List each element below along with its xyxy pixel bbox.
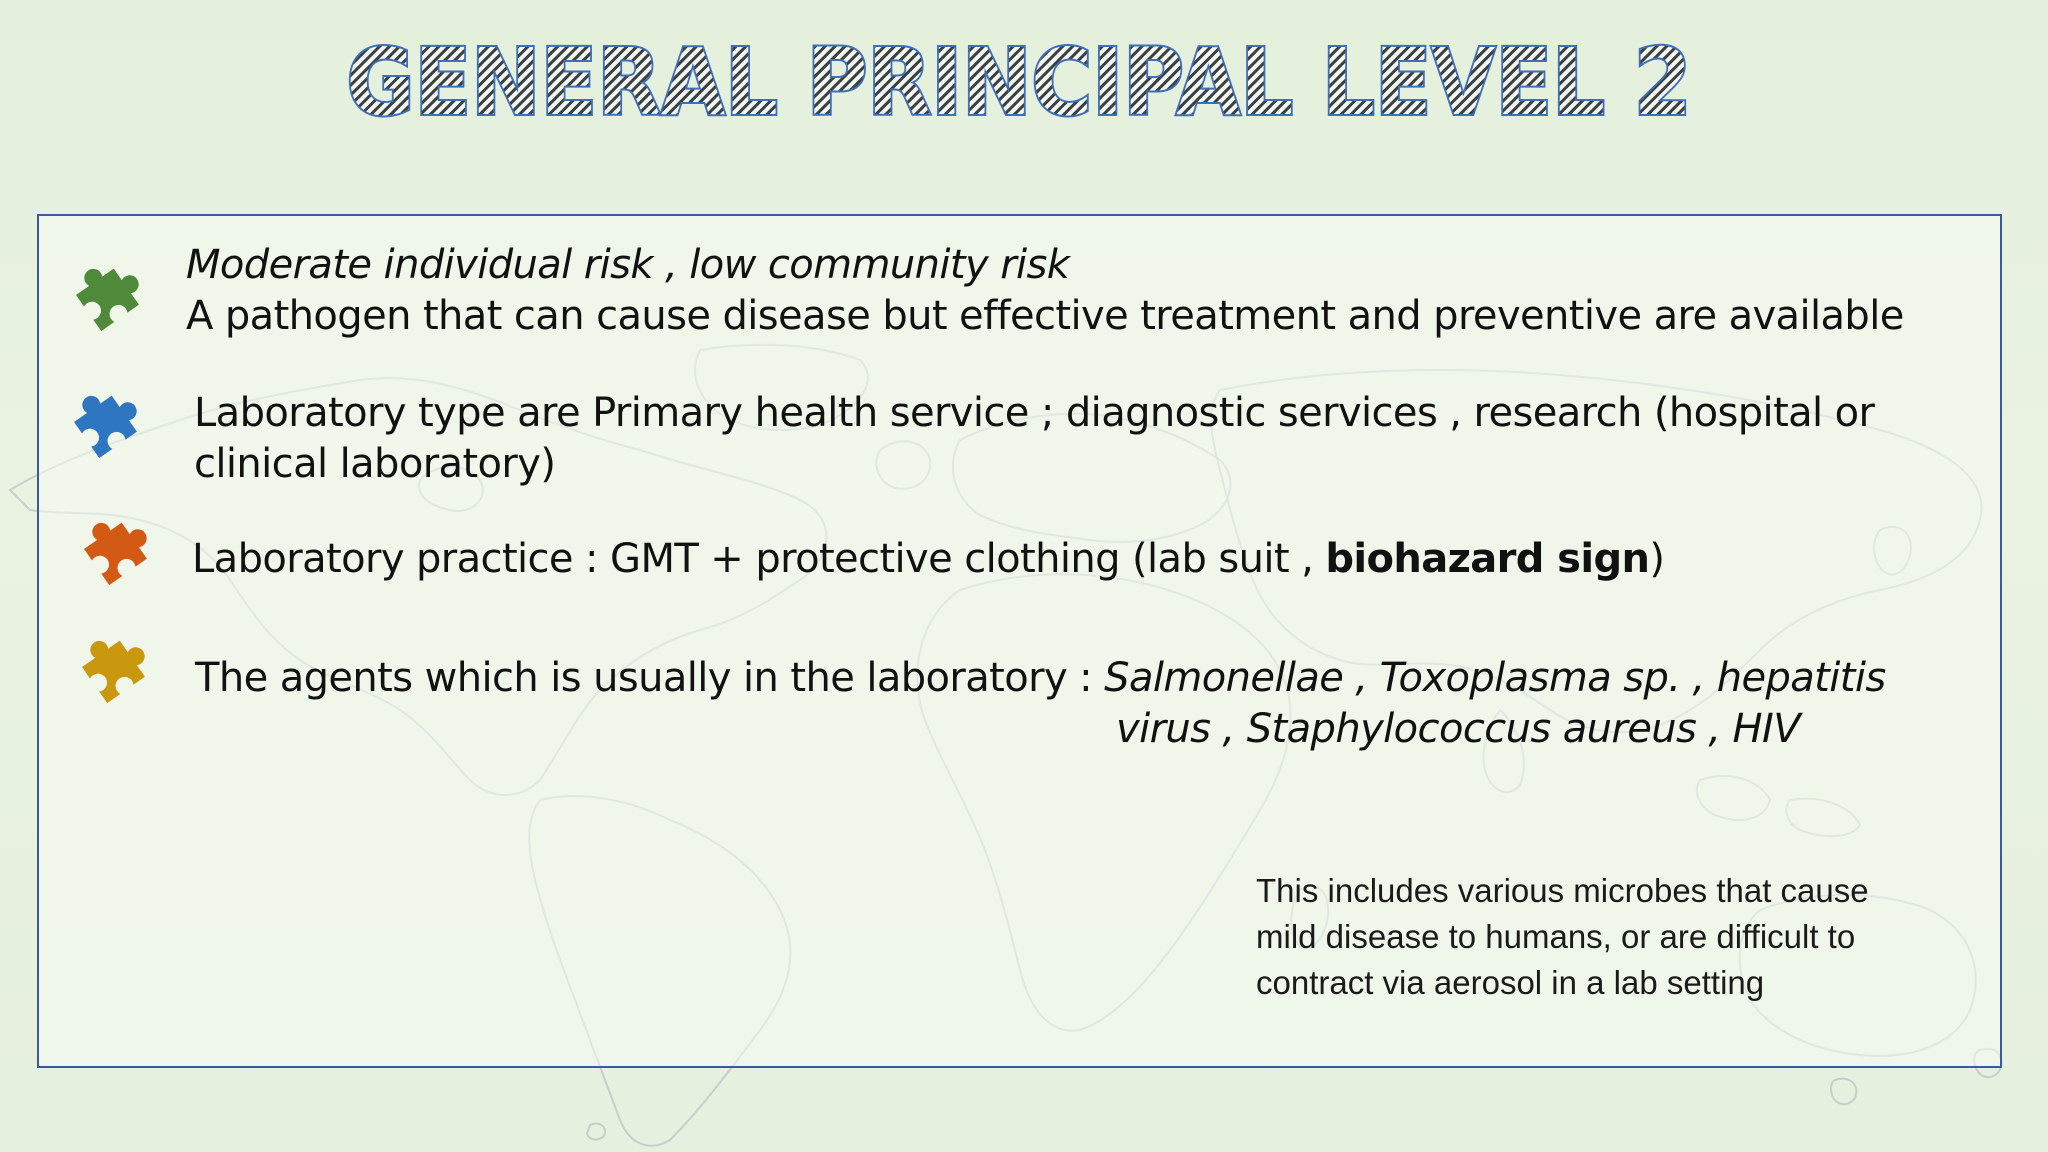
note-line-1: This includes various microbes that cause bbox=[1256, 872, 1869, 909]
laboratory-type-text-continued: clinical laboratory) bbox=[194, 441, 556, 487]
agents-list-line1: Salmonellae , Toxoplasma sp. , hepatitis bbox=[1104, 655, 1886, 701]
agents-text bbox=[195, 655, 1886, 701]
pathogen-description-text: A pathogen that can cause disease but effective treatment and preventive are available bbox=[186, 293, 1904, 339]
slide-title-art bbox=[0, 18, 2048, 158]
agents-list-line2: virus , Staphylococcus aureus , HIV bbox=[1116, 706, 1801, 752]
risk-level-text: Moderate individual risk , low community risk bbox=[186, 242, 1070, 288]
puzzle-piece-icon bbox=[56, 375, 152, 471]
laboratory-practice-text-main: Laboratory practice : GMT + protective clothing (lab suit , bbox=[192, 536, 1326, 582]
note-line-2: mild disease to humans, or are difficult to bbox=[1256, 918, 1856, 955]
note-line-3: contract via aerosol in a lab setting bbox=[1256, 964, 1765, 1001]
laboratory-practice-text bbox=[192, 536, 1664, 582]
laboratory-type-text: Laboratory type are Primary health service ; diagnostic services , research (hospital or bbox=[194, 390, 1875, 436]
puzzle-piece-icon bbox=[66, 502, 162, 598]
laboratory-practice-text-close: ) bbox=[1649, 536, 1665, 582]
note-text-block bbox=[1256, 868, 1956, 1006]
agents-prefix-text: The agents which is usually in the laboratory : bbox=[195, 655, 1105, 701]
page-title: GENERAL PRINCIPAL LEVEL 2 bbox=[346, 29, 1692, 136]
biohazard-sign-text: biohazard sign bbox=[1325, 536, 1650, 582]
slide-title-container bbox=[0, 18, 2048, 158]
puzzle-piece-icon bbox=[64, 620, 160, 716]
puzzle-piece-icon bbox=[58, 248, 154, 344]
